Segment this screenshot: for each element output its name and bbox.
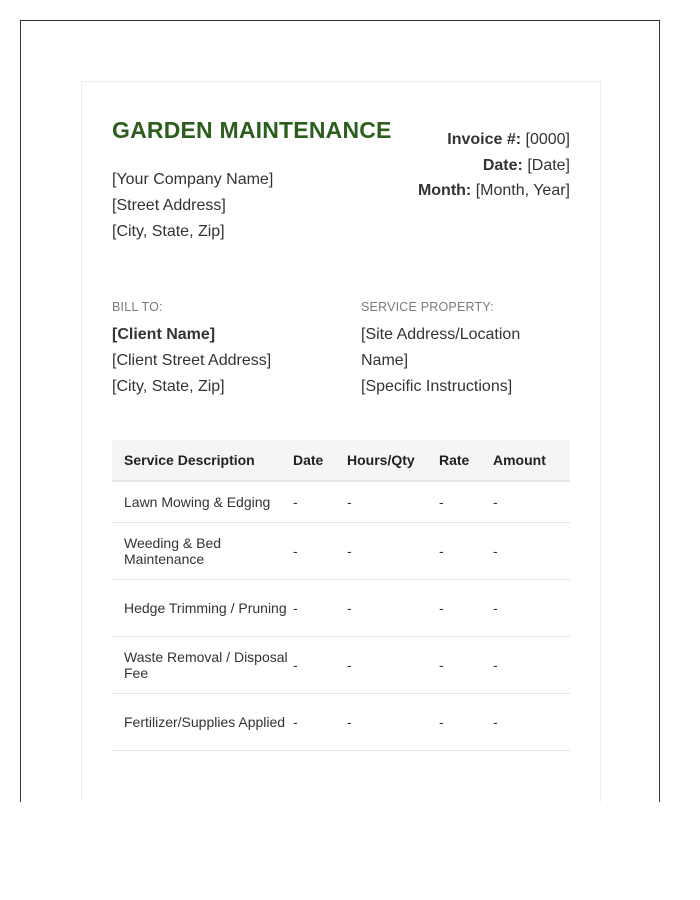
row-hours-qty: - [347,481,439,523]
client-name: [Client Name] [112,326,216,343]
col-header-date: Date [293,440,347,481]
row-date: - [293,694,347,751]
table-row [112,523,570,580]
row-hours-qty: - [347,580,439,637]
bill-to-label: BILL TO: [112,300,163,314]
table-row [112,694,570,751]
row-description: Fertilizer/Supplies Applied [112,694,293,751]
company-info [112,167,273,245]
row-amount: - [493,523,570,580]
invoice-date-line [418,153,570,179]
row-amount: - [493,580,570,637]
row-hours-qty: - [347,637,439,694]
row-date: - [293,580,347,637]
row-rate: - [439,694,493,751]
invoice-date-label: Date: [482,156,523,174]
row-description: Weeding & Bed Maintenance [112,523,293,580]
bill-to-block [112,322,271,400]
row-rate: - [439,580,493,637]
row-description: Lawn Mowing & Edging [112,481,293,523]
row-date: - [293,523,347,580]
invoice-number-line [418,127,570,153]
table-row [112,580,570,637]
row-description: Hedge Trimming / Pruning [112,580,293,637]
invoice-meta [418,127,570,204]
row-rate: - [439,523,493,580]
row-date: - [293,481,347,523]
client-street: [Client Street Address] [112,352,272,369]
invoice-date-value: [Date] [527,156,570,174]
invoice-number-value: [0000] [525,131,570,148]
company-street: [Street Address] [112,197,226,214]
services-table [112,440,570,751]
row-amount: - [493,637,570,694]
company-name: [Your Company Name] [112,171,274,188]
invoice-number-label: Invoice #: [447,131,522,148]
col-header-description: Service Description [112,440,293,481]
invoice-month-label: Month: [417,182,472,199]
row-description: Waste Removal / Disposal Fee [112,637,293,694]
row-date: - [293,637,347,694]
row-rate: - [439,481,493,523]
specific-instructions: [Specific Instructions] [361,378,513,395]
table-row [112,637,570,694]
table-header-row [112,440,570,481]
table-row [112,481,570,523]
row-hours-qty: - [347,523,439,580]
row-rate: - [439,637,493,694]
invoice-month-line [418,178,570,204]
company-city: [City, State, Zip] [112,223,225,240]
service-property-label: SERVICE PROPERTY: [361,300,494,314]
row-amount: - [493,481,570,523]
invoice-title: GARDEN MAINTENANCE [112,117,392,143]
invoice-month-value: [Month, Year] [475,182,570,199]
client-city: [City, State, Zip] [112,378,225,395]
site-address: [Site Address/Location Name] [361,326,521,369]
col-header-rate: Rate [439,440,493,481]
row-amount: - [493,694,570,751]
service-property-block [361,322,561,400]
col-header-amount: Amount [493,440,570,481]
col-header-hours-qty: Hours/Qty [347,440,439,481]
row-hours-qty: - [347,694,439,751]
